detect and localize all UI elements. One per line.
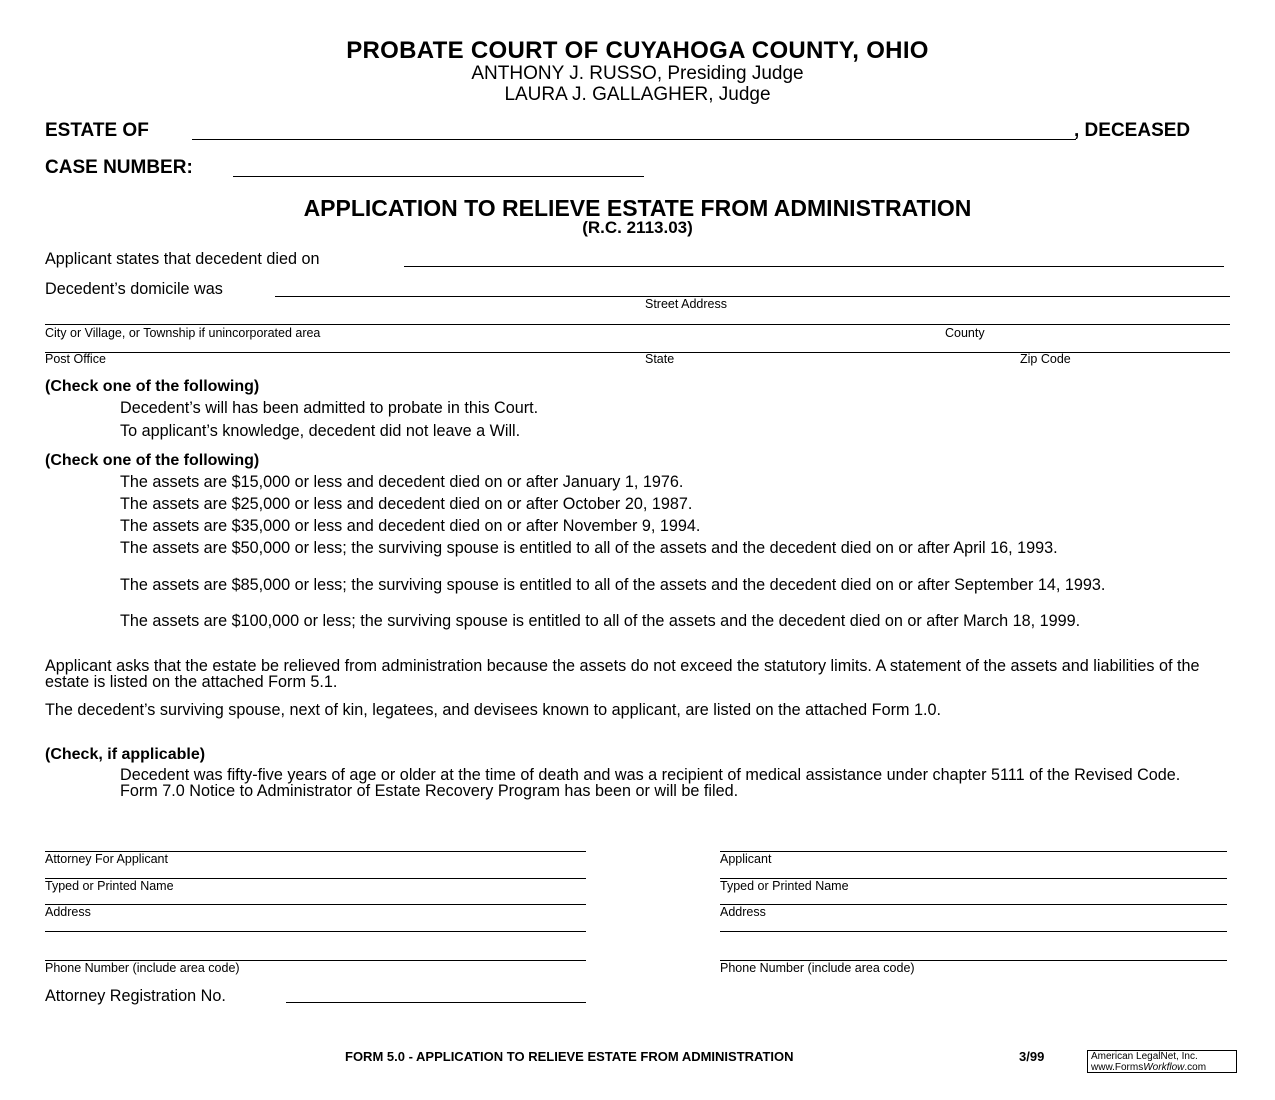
footer-form-date: 3/99 (1019, 1049, 1045, 1064)
attorney-role-label: Attorney For Applicant (45, 852, 168, 866)
estate-of-label: ESTATE OF (45, 120, 149, 141)
applicant-signature-field[interactable] (720, 851, 1227, 852)
will-option-no-will[interactable]: To applicant’s knowledge, decedent did not leave a Will. (120, 422, 521, 440)
attorney-address-label: Address (45, 905, 91, 919)
will-section-heading: (Check one of the following) (45, 378, 260, 395)
case-number-field[interactable] (233, 176, 644, 177)
applicant-phone-label: Phone Number (include area code) (720, 961, 915, 975)
registration-label: Attorney Registration No. (45, 987, 226, 1005)
publisher-website: www.FormsWorkflow.com (1091, 1062, 1207, 1073)
publisher-name: American LegalNet, Inc. (1091, 1051, 1198, 1062)
assets-section-heading: (Check one of the following) (45, 452, 260, 469)
attorney-address-line2-field[interactable] (45, 931, 586, 932)
assets-option-100000[interactable]: The assets are $100,000 or less; the surviving spouse is entitled to all of the assets and the decedent died on or after March 18, 1999. (120, 612, 1081, 630)
applicant-address-line2-field[interactable] (720, 931, 1227, 932)
applicant-address-field[interactable] (720, 904, 1227, 905)
estate-name-field[interactable] (192, 139, 1076, 140)
assets-option-25000[interactable]: The assets are $25,000 or less and decedent died on or after October 20, 1987. (120, 495, 693, 513)
case-number-label: CASE NUMBER: (45, 157, 193, 178)
city-label: City or Village, or Township if unincorporated area (45, 326, 321, 340)
assets-option-35000[interactable]: The assets are $35,000 or less and decedent died on or after November 9, 1994. (120, 517, 701, 535)
presiding-judge: ANTHONY J. RUSSO, Presiding Judge (471, 63, 804, 84)
statute-reference: (R.C. 2113.03) (582, 218, 693, 237)
zip-code-label: Zip Code (1020, 352, 1071, 366)
document-title: APPLICATION TO RELIEVE ESTATE FROM ADMINISTRATION (303, 195, 972, 221)
attorney-address-field[interactable] (45, 904, 586, 905)
publisher-stamp (1087, 1050, 1237, 1073)
state-label: State (645, 352, 675, 366)
relief-paragraph: Applicant asks that the estate be relieved from administration because the assets do not exceed the statutory limits. A statement of the assets and liabilities of the estate is listed on the attached Form 5.1. (45, 657, 1200, 691)
city-county-field[interactable] (45, 324, 1230, 325)
applicant-name-label: Typed or Printed Name (720, 879, 849, 893)
street-address-label: Street Address (645, 297, 727, 311)
post-office-label: Post Office (45, 352, 106, 366)
judge: LAURA J. GALLAGHER, Judge (504, 84, 771, 105)
applicable-section-heading: (Check, if applicable) (45, 746, 206, 763)
street-address-field[interactable] (275, 296, 1230, 297)
assets-option-50000[interactable]: The assets are $50,000 or less; the surviving spouse is entitled to all of the assets and the decedent died on or after April 16, 1993. (120, 539, 1058, 557)
applicant-address-label: Address (720, 905, 766, 919)
domicile-label: Decedent’s domicile was (45, 280, 223, 298)
death-date-label: Applicant states that decedent died on (45, 250, 320, 268)
footer-form-title: FORM 5.0 - APPLICATION TO RELIEVE ESTATE FROM ADMINISTRATION (345, 1049, 794, 1064)
deceased-label: , DECEASED (1074, 120, 1191, 141)
will-option-admitted[interactable]: Decedent’s will has been admitted to probate in this Court. (120, 399, 539, 417)
attorney-phone-label: Phone Number (include area code) (45, 961, 240, 975)
assets-option-85000[interactable]: The assets are $85,000 or less; the surviving spouse is entitled to all of the assets and the decedent died on or after September 14, 1993. (120, 576, 1106, 594)
court-name: PROBATE COURT OF CUYAHOGA COUNTY, OHIO (346, 37, 929, 64)
attorney-name-label: Typed or Printed Name (45, 879, 174, 893)
medical-assistance-option[interactable]: Decedent was fifty-five years of age or older at the time of death and was a recipient of medical assistance under chapter 5111 of the Revised Code. Form 7.0 Notice to Administrator of Estate Recovery Program has been or will be filed. (120, 766, 1181, 800)
spouse-paragraph: The decedent’s surviving spouse, next of kin, legatees, and devisees known to applicant, are listed on the attached Form 1.0. (45, 701, 941, 719)
assets-option-15000[interactable]: The assets are $15,000 or less and decedent died on or after January 1, 1976. (120, 473, 684, 491)
county-label: County (945, 326, 985, 340)
death-date-field[interactable] (404, 266, 1224, 267)
applicant-role-label: Applicant (720, 852, 772, 866)
registration-number-field[interactable] (286, 1002, 586, 1003)
